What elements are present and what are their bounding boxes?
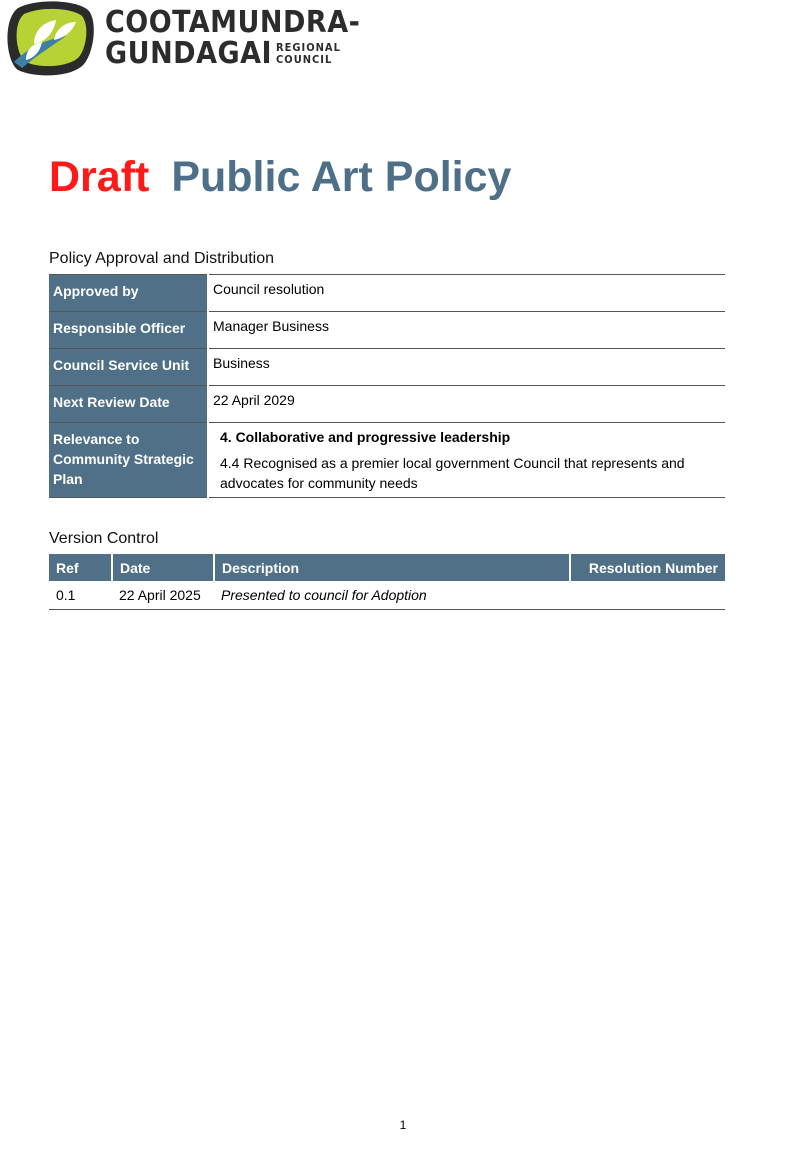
version-ref: 0.1: [49, 581, 112, 610]
table-row: [49, 386, 725, 423]
csp-text: 4.4 Recognised as a premier local government Council that represents and advocates for community needs: [220, 455, 685, 491]
column-header-resolution: Resolution Number: [570, 554, 725, 581]
row-label: Next Review Date: [49, 386, 208, 423]
table-row: [49, 581, 725, 610]
version-description: Presented to council for Adoption: [214, 581, 570, 610]
column-header-date: Date: [112, 554, 214, 581]
csp-heading: 4. Collaborative and progressive leadership: [220, 429, 511, 445]
council-name-council: COUNCIL: [276, 53, 333, 66]
table-row: [49, 312, 725, 349]
approval-heading: Policy Approval and Distribution: [49, 250, 275, 267]
row-label: Approved by: [49, 275, 208, 312]
row-value: [208, 423, 725, 498]
council-name: [105, 5, 361, 71]
table-row: [49, 423, 725, 498]
council-name-regional: REGIONAL: [276, 41, 341, 54]
row-value: 22 April 2029: [208, 386, 725, 423]
version-date: 22 April 2025: [112, 581, 214, 610]
column-header-description: Description: [214, 554, 570, 581]
row-label: Responsible Officer: [49, 312, 208, 349]
row-label: Council Service Unit: [49, 349, 208, 386]
row-value: Manager Business: [208, 312, 725, 349]
document-title: [49, 153, 511, 202]
row-value: Council resolution: [208, 275, 725, 312]
council-name-line2: GUNDAGAI: [105, 36, 273, 71]
page-number: 1: [399, 1118, 407, 1132]
column-header-ref: Ref: [49, 554, 112, 581]
version-table: [49, 554, 725, 610]
table-row: [49, 349, 725, 386]
table-header-row: [49, 554, 725, 581]
council-logo: [4, 0, 361, 80]
row-label: Relevance to Community Strategic Plan: [49, 423, 208, 498]
council-name-line1: COOTAMUNDRA-: [105, 5, 361, 40]
table-row: [49, 275, 725, 312]
row-value: Business: [208, 349, 725, 386]
leaf-emblem-icon: [4, 0, 96, 78]
policy-title: Public Art Policy: [171, 153, 512, 201]
version-control-heading: Version Control: [49, 530, 159, 547]
draft-label: Draft: [49, 153, 150, 201]
approval-table: [49, 274, 725, 498]
version-resolution: [570, 581, 725, 610]
